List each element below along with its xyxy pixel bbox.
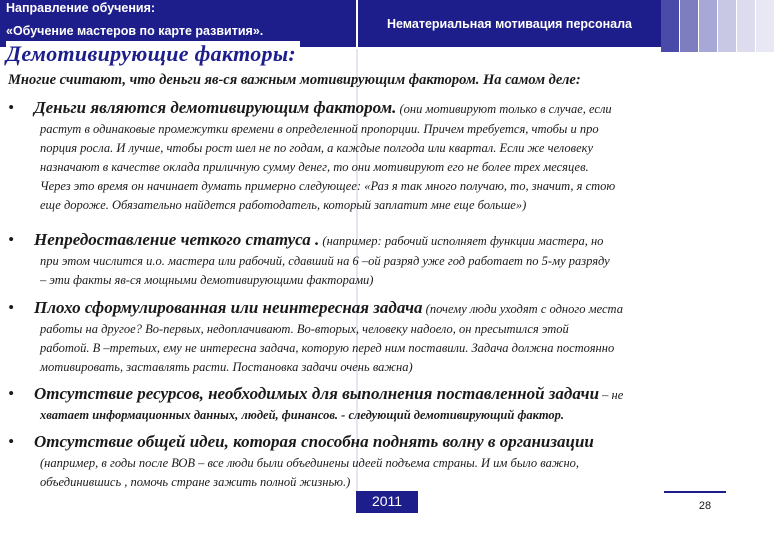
- course-label: Направление обучения:: [6, 1, 156, 15]
- intro-text: Многие считают, что деньги яв-ся важным мотивирующим фактором. На самом деле:: [8, 72, 581, 88]
- bullet-heading: Деньги являются демотивирующим фактором.: [34, 98, 397, 117]
- bullet-heading: Отсутствие ресурсов, необходимых для выполнения поставленной задачи: [34, 384, 600, 403]
- decor-square: [661, 0, 680, 52]
- bullet-line: объединившись , помочь стране зажить полной жизнью.): [40, 475, 351, 489]
- bullet-heading: Отсутствие общей идеи, которая способна поднять волну в организации: [34, 432, 594, 451]
- bullet-heading: Плохо сформулированная или неинтересная задача: [34, 298, 423, 317]
- slide-title: Демотивирующие факторы:: [6, 41, 300, 67]
- bullet-line: работы на другое? Во-первых, недоплачивают. Во-вторых, человеку надоело, он пресытился этой: [40, 322, 569, 336]
- decor-square: [718, 0, 737, 52]
- bullet-line: порция росла. И лучше, чтобы рост шел не по годам, а каждые полгода или квартал. Если же человеку: [40, 141, 594, 155]
- bullet-line: Через это время он начинает думать примерно следующее: «Раз я так много получаю, то, значит, я стою: [40, 179, 616, 193]
- bullet-dot: •: [8, 230, 14, 249]
- bullet-line: мотивировать, заставлять расти. Постановка задачи очень важна): [40, 360, 413, 374]
- decor-square: [680, 0, 699, 52]
- bullet-line: – эти факты яв-ся мощными демотивирующими факторами): [40, 273, 374, 287]
- bullet-line: хватает информационных данных, людей, финансов. - следующий демотивирующий фактор.: [40, 408, 565, 422]
- bullet-dot: •: [8, 298, 14, 317]
- bullet-dot: •: [8, 384, 14, 403]
- topic-header: [358, 0, 661, 47]
- course-name: «Обучение мастеров по карте развития».: [6, 24, 264, 38]
- bullet-note: (они мотивируют только в случае, если: [396, 102, 612, 116]
- bullet-dot: •: [8, 432, 14, 451]
- topic-title: Нематериальная мотивация персонала: [386, 16, 633, 31]
- decor-square: [737, 0, 756, 52]
- page-number: 28: [698, 500, 712, 512]
- bullet-line: растут в одинаковые промежутки времени в определенной пропорции. Причем требуется, чтобы и про: [40, 122, 599, 136]
- bullet-line: работой. В –третьих, ему не интересна задача, которую перед ним поставили. Задача должна постоянно: [40, 341, 615, 355]
- bullet-line: (например, в годы после ВОВ – все люди были объединены идеей подъема страны. И им было важно,: [40, 456, 580, 470]
- bullet-note: (почему люди уходят с одного места: [422, 302, 623, 316]
- bullet-line: при этом числится и.о. мастера или рабочий, сдавший на 6 –ой разряд уже год работает по 5-му разряду: [40, 254, 610, 268]
- page-divider: [664, 491, 726, 493]
- bullet-line: еще дороже. Обязательно найдется работодатель, который заплатит мне еще больше»): [40, 198, 527, 212]
- bullet-line: назначают в качестве оклада приличную сумму денег, то они мотивируют его не более трех месяцев.: [40, 160, 589, 174]
- decor-square: [756, 0, 775, 52]
- bullet-heading: Непредоставление четкого статуса .: [34, 230, 320, 249]
- footer-year: 2011: [356, 491, 418, 513]
- decor-square: [699, 0, 718, 52]
- bullet-dot: •: [8, 98, 14, 117]
- bullet-note: (например: рабочий исполняет функции мастера, но: [319, 234, 604, 248]
- bullet-note: – не: [599, 388, 624, 402]
- course-header: [0, 0, 356, 47]
- decorative-squares: [661, 0, 775, 52]
